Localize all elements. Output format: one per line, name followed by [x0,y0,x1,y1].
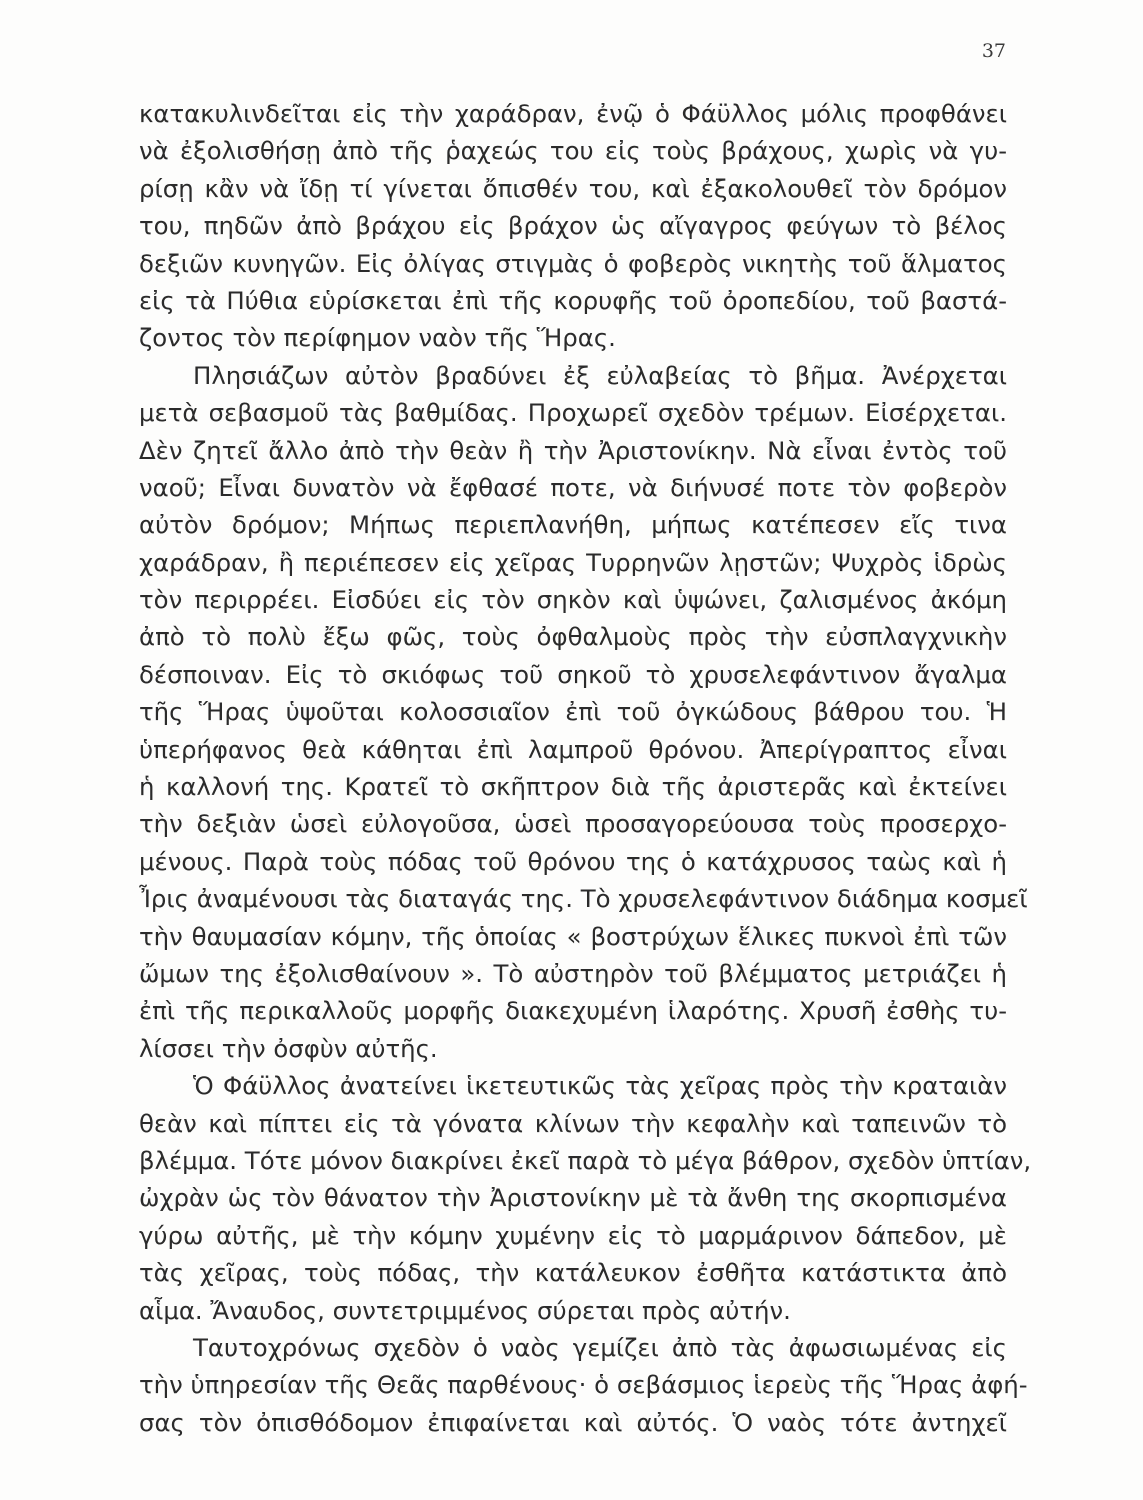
text-line: τὸν περιρρέει. Εἰσδύει εἰς τὸν σηκὸν καὶ ὑψώνει, ζαλισμένος ἀκόμη [139,585,1007,615]
text-line: Ταυτοχρόνως σχεδὸν ὁ ναὸς γεμίζει ἀπὸ τὰς ἀφωσιωμένας εἰς [193,1332,1007,1362]
text-line: τὰς χεῖρας, τοὺς πόδας, τὴν κατάλευκον ἐσθῆτα κατάστικτα ἀπὸ [139,1258,1007,1288]
text-line: ναοῦ; Εἶναι δυνατὸν νὰ ἔφθασέ ποτε, νὰ διήνυσέ ποτε τὸν φοβερὸν [139,472,1007,502]
text-line: ὑπερήφανος θεὰ κάθηται ἐπὶ λαμπροῦ θρόνου. Ἀπερίγραπτος εἶναι [139,734,1007,764]
text-line: του, πηδῶν ἀπὸ βράχου εἰς βράχον ὡς αἴγαγρος φεύγων τὸ βέλος [139,211,1007,241]
text-line: τὴν θαυμασίαν κόμην, τῆς ὁποίας « βοστρύχων ἕλικες πυκνοὶ ἐπὶ τῶν [139,921,1007,951]
text-line: ὤμων της ἐξολισθαίνουν ». Τὸ αὐστηρὸν τοῦ βλέμματος μετριάζει ἡ [139,958,1007,988]
text-line: ἡ καλλονή της. Κρατεῖ τὸ σκῆπτρον διὰ τῆς ἀριστερᾶς καὶ ἐκτείνει [139,772,1007,802]
text-line: Ὁ Φάϋλλος ἀνατείνει ἱκετευτικῶς τὰς χεῖρας πρὸς τὴν κραταιὰν [193,1071,1007,1101]
text-line: δέσποιναν. Εἰς τὸ σκιόφως τοῦ σηκοῦ τὸ χρυσελεφάντινον ἄγαλμα [139,659,1007,689]
text-line: μετὰ σεβασμοῦ τὰς βαθμίδας. Προχωρεῖ σχεδὸν τρέμων. Εἰσέρχεται. [139,398,1007,428]
text-line: τὴν ὑπηρεσίαν τῆς Θεᾶς παρθένους· ὁ σεβάσμιος ἱερεὺς τῆς Ἥρας ἀφή- [139,1370,1028,1400]
text-line: θεὰν καὶ πίπτει εἰς τὰ γόνατα κλίνων τὴν κεφαλὴν καὶ ταπεινῶν τὸ [139,1108,1007,1138]
text-line: λίσσει τὴν ὀσφὺν αὐτῆς. [139,1033,438,1063]
text-line: Δὲν ζητεῖ ἄλλο ἀπὸ τὴν θεὰν ἢ τὴν Ἀριστονίκην. Νὰ εἶναι ἐντὸς τοῦ [139,435,1007,465]
text-line: ἐπὶ τῆς περικαλλοῦς μορφῆς διακεχυμένη ἱλαρότης. Χρυσῆ ἐσθὴς τυ- [139,996,1007,1026]
text-line: χαράδραν, ἢ περιέπεσεν εἰς χεῖρας Τυρρηνῶν λῃστῶν; Ψυχρὸς ἱδρὼς [139,547,1007,577]
text-line: ὠχρὰν ὡς τὸν θάνατον τὴν Ἀριστονίκην μὲ τὰ ἄνθη της σκορπισμένα [139,1183,1007,1213]
text-line: τῆς Ἥρας ὑψοῦται κολοσσιαῖον ἐπὶ τοῦ ὀγκώδους βάθρου του. Ἡ [139,697,1007,727]
text-line: ἀπὸ τὸ πολὺ ἔξω φῶς, τοὺς ὀφθαλμοὺς πρὸς τὴν εὐσπλαγχνικὴν [139,622,1007,652]
text-line: κατακυλινδεῖται εἰς τὴν χαράδραν, ἐνῷ ὁ Φάϋλλος μόλις προφθάνει [139,99,1007,128]
text-line: αὐτὸν δρόμον; Μήπως περιεπλανήθη, μήπως κατέπεσεν εἴς τινα [139,510,1007,540]
text-line: εἰς τὰ Πύθια εὑρίσκεται ἐπὶ τῆς κορυφῆς τοῦ ὀροπεδίου, τοῦ βαστά- [139,285,1007,315]
text-line: νὰ ἐξολισθήσῃ ἀπὸ τῆς ῥαχεώς του εἰς τοὺς βράχους, χωρὶς νὰ γυ- [139,136,1007,166]
text-line: γύρω αὐτῆς, μὲ τὴν κόμην χυμένην εἰς τὸ μαρμάρινον δάπεδον, μὲ [139,1220,1007,1250]
text-line: τὴν δεξιὰν ὡσεὶ εὐλογοῦσα, ὡσεὶ προσαγορεύουσα τοὺς προσερχο- [139,809,1007,839]
text-line: ρίσῃ κἂν νὰ ἴδῃ τί γίνεται ὄπισθέν του, καὶ ἐξακολουθεῖ τὸν δρόμον [139,173,1007,203]
page-number: 37 [981,40,1006,62]
text-line: ζοντος τὸν περίφημον ναὸν τῆς Ἥρας. [139,323,616,353]
text-line: αἷμα. Ἄναυδος, συντετριμμένος σύρεται πρὸς αὐτήν. [139,1295,791,1325]
text-line: Πλησιάζων αὐτὸν βραδύνει ἐξ εὐλαβείας τὸ βῆμα. Ἀνέρχεται [193,360,1007,390]
text-line: σας τὸν ὀπισθόδομον ἐπιφαίνεται καὶ αὐτός. Ὁ ναὸς τότε ἀντηχεῖ [139,1407,1007,1437]
text-line: Ἶρις ἀναμένουσι τὰς διαταγάς της. Τὸ χρυσελεφάντινον διάδημα κοσμεῖ [139,884,1028,914]
text-line: βλέμμα. Τότε μόνον διακρίνει ἐκεῖ παρὰ τὸ μέγα βάθρον, σχεδὸν ὑπτίαν, [139,1145,1032,1175]
body-text [139,95,1032,1441]
text-line: δεξιῶν κυνηγῶν. Εἰς ὀλίγας στιγμὰς ὁ φοβερὸς νικητὴς τοῦ ἅλματος [139,248,1007,278]
text-line: μένους. Παρὰ τοὺς πόδας τοῦ θρόνου της ὁ κατάχρυσος ταὼς καὶ ἡ [139,846,1007,876]
